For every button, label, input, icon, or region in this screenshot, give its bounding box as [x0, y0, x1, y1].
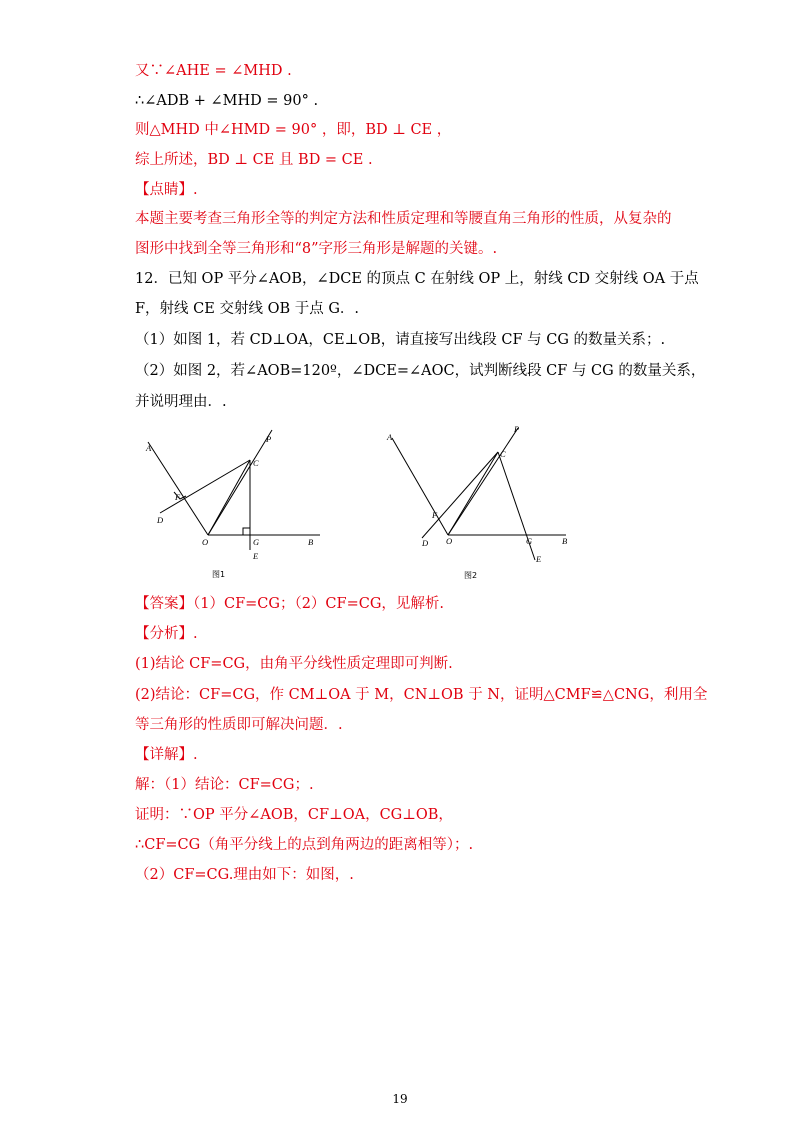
text-line-1: 又∵∠AHE = ∠MHD . — [135, 63, 292, 79]
text-line-4: 综上所述，BD ⊥ CE 且 BD = CE . — [135, 152, 373, 168]
fig2-label-b: B — [562, 536, 568, 546]
text-line-15: (1)结论 CF=CG，由角平分线性质定理即可判断. — [135, 656, 453, 672]
fig2-label-c: C — [500, 449, 506, 459]
text-line-2: ∴∠ADB + ∠MHD = 90° . — [135, 93, 319, 109]
text-line-21: ∴CF=CG（角平分线上的点到角两边的距离相等）；. — [135, 837, 474, 853]
text-line-5: 【点睛】. — [135, 182, 198, 198]
fig2-caption: 图2 — [464, 571, 478, 580]
fig1-caption: 图1 — [212, 570, 226, 579]
text-line-14: 【分析】. — [135, 626, 198, 642]
text-line-3: 则△MHD 中∠HMD = 90° ，即，BD ⊥ CE ， — [135, 122, 452, 138]
fig2-label-p: P — [514, 424, 520, 434]
fig2-label-d: D — [422, 538, 429, 548]
fig2-label-e: E — [536, 554, 542, 564]
text-line-16: (2)结论：CF=CG，作 CM⊥OA 于 M，CN⊥OB 于 N，证明△CMF≌△CNG，利用全 — [135, 687, 708, 703]
fig2-label-o: O — [446, 536, 453, 546]
fig1-label-o: O — [202, 537, 209, 547]
fig1-label-d: D — [157, 515, 164, 525]
text-line-17: 等三角形的性质即可解决问题．. — [135, 717, 343, 733]
fig1-label-b: B — [308, 537, 314, 547]
text-line-11: （2）如图 2，若∠AOB=120º，∠DCE=∠AOC，试判断线段 CF 与 CG 的数量关系， — [135, 363, 706, 379]
fig2-label-f: F — [432, 510, 438, 520]
text-line-7: 图形中找到全等三角形和“8”字形三角形是解题的关键。. — [135, 241, 498, 257]
fig1-label-f: F — [175, 492, 181, 502]
fig2-label-g: G — [526, 536, 533, 546]
text-line-12: 并说明理由．. — [135, 394, 227, 410]
text-line-9: F，射线 CE 交射线 OB 于点 G．. — [135, 301, 360, 317]
text-line-19: 解：（1）结论：CF=CG；. — [135, 777, 314, 793]
text-line-20: 证明：∵OP 平分∠AOB，CF⊥OA，CG⊥OB， — [135, 807, 453, 823]
text-line-8: 12．已知 OP 平分∠AOB，∠DCE 的顶点 C 在射线 OP 上，射线 CD 交射线 OA 于点 — [135, 271, 699, 287]
text-line-6: 本题主要考查三角形全等的判定方法和性质定理和等腰直角三角形的性质，从复杂的 — [135, 211, 672, 227]
fig1-label-c: C — [253, 458, 259, 468]
figure-1 — [140, 420, 340, 585]
text-line-13: 【答案】（1）CF=CG；（2）CF=CG，见解析. — [135, 596, 445, 612]
figure-2 — [380, 420, 580, 585]
fig1-label-e: E — [253, 551, 259, 561]
page-number: 19 — [392, 1092, 408, 1106]
fig1-label-a: A — [146, 443, 152, 453]
text-line-18: 【详解】. — [135, 747, 198, 763]
fig1-label-g: G — [253, 537, 260, 547]
fig2-label-a: A — [387, 432, 393, 442]
fig1-label-p: P — [266, 434, 272, 444]
text-line-22: （2）CF=CG.理由如下：如图，. — [135, 867, 354, 883]
text-line-10: （1）如图 1，若 CD⊥OA，CE⊥OB，请直接写出线段 CF 与 CG 的数量关系；. — [135, 332, 666, 348]
